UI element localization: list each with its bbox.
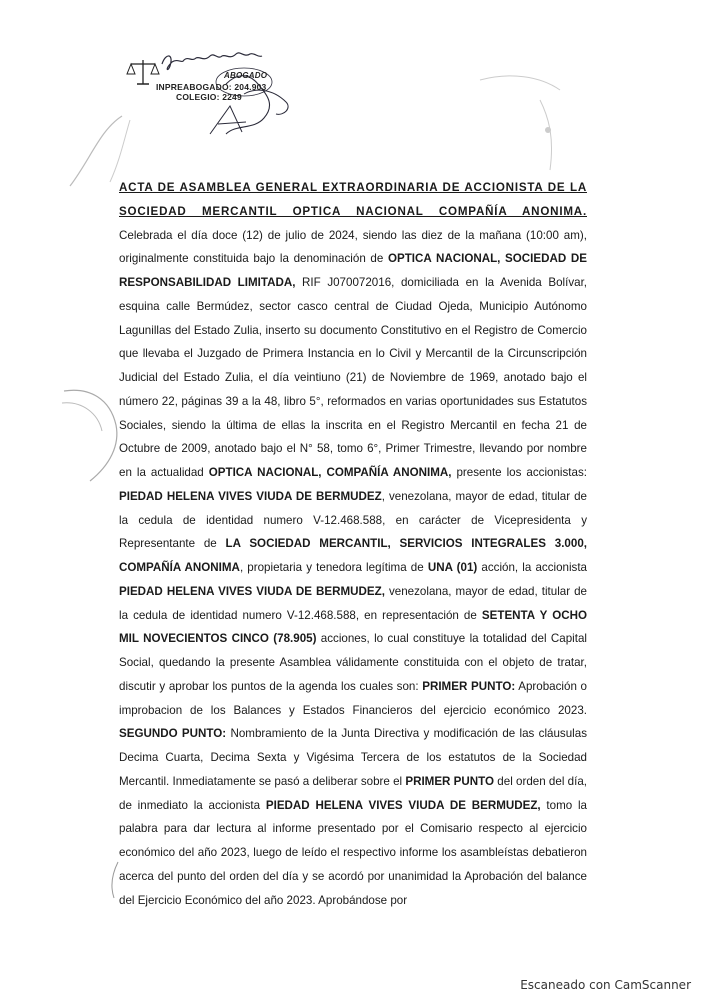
body-text: RIF J070072016, domiciliada en la Avenida Bolívar, esquina calle Bermúdez, sector casco central de Ciudad Ojeda, Municipio Autónomo Lagunillas del Estado Zulia, inserto su documento Constitutivo en el Registro de Comercio que llevaba el Juzgado de Primera Instancia en lo Civil y Mercantil de la Circunscripción Judicial del Estado Zulia, el día veintiuno (21) de Noviembre de 1969, anotado bajo el número 22, páginas 39 a la 48, libro 5°, reformados en varias oportunidades sus Estatutos Sociales, siendo la última de ellas la inscrita en el Registro Mercantil en fecha 21 de Octubre de 2009, anotado bajo el N° 58, tomo 6°, Primer Trimestre, llevando por nombre en la actualidad <box>119 276 588 479</box>
scanner-watermark: Escaneado con CamScanner <box>520 978 691 992</box>
lawyer-stamp <box>126 44 306 144</box>
faint-seal-top-right <box>470 70 570 190</box>
bold-text: LA SOCIEDAD MERCANTIL, SERVICIOS INTEGRALES 3.000, COMPAÑÍA ANONIMA <box>119 537 587 574</box>
stamp-title: ABOGADO <box>224 71 268 80</box>
bold-text: PIEDAD HELENA VIVES VIUDA DE BERMUDEZ, <box>265 798 541 812</box>
body-text: , propietaria y tenedora legítima de <box>239 561 428 574</box>
bold-text: OPTICA NACIONAL, SOCIEDAD DE RESPONSABILIDAD LIMITADA, <box>119 252 587 289</box>
bold-text: PIEDAD HELENA VIVES VIUDA DE BERMUDEZ, <box>119 584 385 598</box>
bold-text: UNA (01) <box>427 561 478 574</box>
bold-text: OPTICA NACIONAL, COMPAÑÍA ANONIMA, <box>208 466 452 479</box>
body-text: acciones, lo cual constituye la totalidad del Capital Social, quedando la presente Asamblea válidamente constituida con el objeto de tratar, discutir y aprobar los puntos de la agenda los cuales son: <box>119 632 587 693</box>
body-text: , venezolana, mayor de edad, titular de la cedula de identidad numero V-12.468.588, en carácter de Vicepresidenta y Representante de <box>119 489 587 551</box>
body-text: Celebrada el día doce (12) de julio de 2024, siendo las diez de la mañana (10:00 am), originalmente constituida bajo la denominación de <box>119 228 587 266</box>
bold-text: PIEDAD HELENA VIVES VIUDA DE BERMUDEZ <box>119 489 382 503</box>
body-text: acción, la accionista <box>477 561 588 574</box>
document-title: ACTA DE ASAMBLEA GENERAL EXTRAORDINARIA DE ACCIONISTA DE LA SOCIEDAD MERCANTIL OPTICA NACIONAL COMPAÑÍA ANONIMA. <box>119 181 587 218</box>
document-paragraph <box>119 176 587 912</box>
body-text: del orden del día, de inmediato la accionista <box>119 774 587 812</box>
body-text: tomo la palabra para dar lectura al informe presentado por el Comisario respecto al ejercicio económico del año 2023, luego de leído el respectivo informe los asambleístas debatieron acerca del punto del orden del día y se acordó por unanimidad la Aprobación del balance del Ejercicio Económico del año 2023. Aprobándose por <box>119 798 587 907</box>
body-text: venezolana, mayor de edad, titular de la cedula de identidad numero V-12.468.588, en representación de <box>119 584 587 622</box>
body-text: Nombramiento de la Junta Directiva y modificación de las cláusulas Decima Cuarta, Decima Sexta y Vigésima Tercera de los estatutos de la Sociedad Mercantil. Inmediatamente se pasó a deliberar sobre el <box>119 727 587 788</box>
stamp-colegio: COLEGIO: 2249 <box>176 92 242 102</box>
stamp-inpreabogado: INPREABOGADO: 204.903 <box>156 82 267 92</box>
bold-text: PRIMER PUNTO: <box>422 679 516 693</box>
bold-text: SEGUNDO PUNTO: <box>119 727 227 741</box>
body-text: presente los accionistas: <box>451 466 587 479</box>
bold-text: PRIMER PUNTO <box>405 774 495 788</box>
body-text: Aprobación o improbacion de los Balances y Estados Financieros del ejercicio económico 2023. <box>119 679 587 717</box>
bold-text: SETENTA Y OCHO MIL NOVECIENTOS CINCO (78.905) <box>119 608 587 646</box>
document-body <box>119 176 587 912</box>
